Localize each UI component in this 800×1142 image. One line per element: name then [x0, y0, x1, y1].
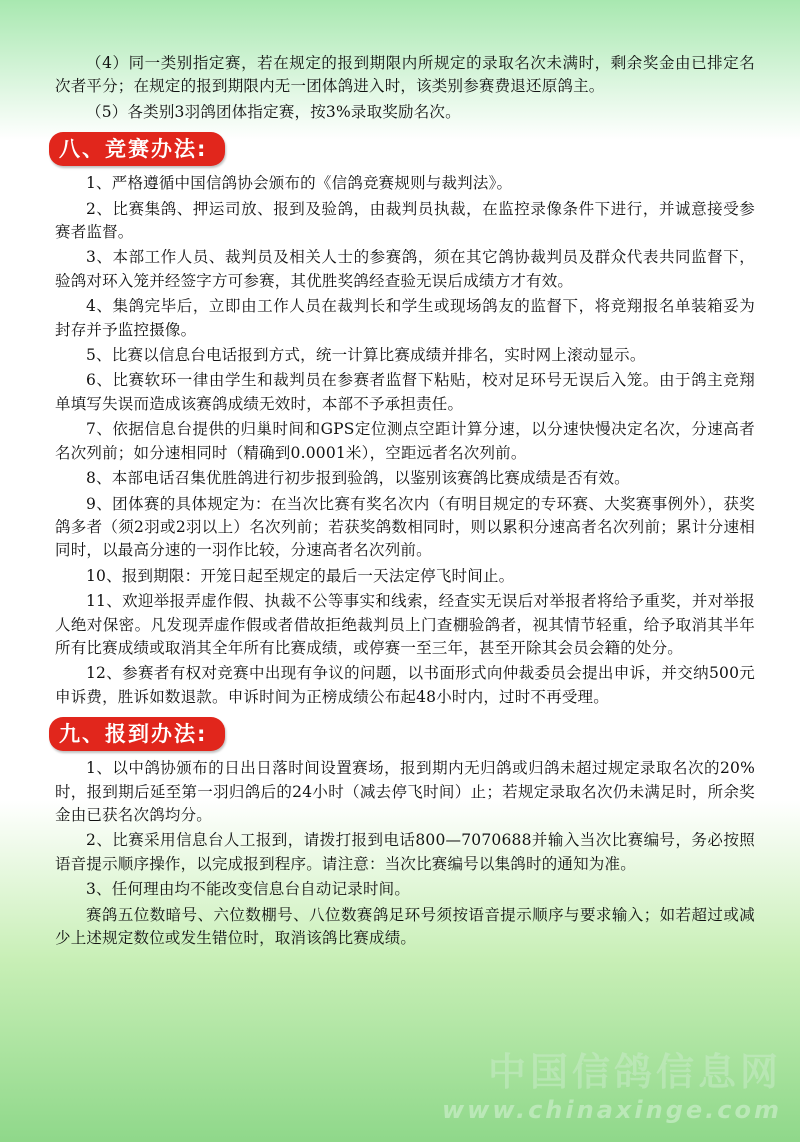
rule-paragraph: 12、参赛者有权对竞赛中出现有争议的问题，以书面形式向仲裁委员会提出申诉，并交纳500元申诉费，胜诉如数退款。申诉时间为正榜成绩公布起48小时内，过时不再受理。 — [55, 664, 755, 706]
site-watermark — [442, 1041, 782, 1124]
rule-paragraph: 4、集鸽完毕后，立即由工作人员在裁判长和学生或现场鸽友的监督下，将竞翔报名单装箱妥为封存并予监控摄像。 — [55, 297, 755, 339]
rule-paragraph: 2、比赛集鸽、押运司放、报到及验鸽，由裁判员执裁，在监控录像条件下进行，并诚意接受参赛者监督。 — [55, 199, 755, 242]
section-heading-competition-rules: 八、竞赛办法: — [49, 132, 225, 166]
section-heading-reporting-rules: 九、报到办法: — [49, 717, 225, 751]
rule-paragraph: 9、团体赛的具体规定为：在当次比赛有奖名次内（有明目规定的专环赛、大奖赛事例外），获奖鸽多者（须2羽或2羽以上）名次列前；若获奖鸽数相同时，则以累积分速高者名次列前；累计分速相同时，以最高分速的一羽作比较，分速高者名次列前。 — [55, 494, 755, 560]
rule-paragraph: 1、严格遵循中国信鸽协会颁布的《信鸽竞赛规则与裁判法》。 — [86, 174, 513, 193]
rule-paragraph: （5）各类别3羽鸽团体指定赛，按3%录取奖励名次。 — [86, 102, 461, 121]
rule-paragraph: （4）同一类别指定赛，若在规定的报到期限内所规定的录取名次未满时，剩余奖金由已排定名次者平分；在规定的报到期限内无一团体鸽进入时，该类别参赛费退还原鸽主。 — [55, 54, 755, 96]
rule-paragraph: 5、比赛以信息台电话报到方式，统一计算比赛成绩并排名，实时网上滚动显示。 — [86, 346, 646, 365]
rule-paragraph: 10、报到期限：开笼日起至规定的最后一天法定停飞时间止。 — [86, 566, 515, 585]
rule-paragraph: 11、欢迎举报弄虚作假、执裁不公等事实和线索，经查实无误后对举报者将给予重奖，并对举报人绝对保密。凡发现弄虚作假或者借故拒绝裁判员上门查棚验鸽者，视其情节轻重，给予取消其半年所有比赛成绩或取消其全年所有比赛成绩，或停赛一至三年，甚至开除其会员会籍的处分。 — [55, 592, 755, 657]
rule-paragraph: 2、比赛采用信息台人工报到，请拨打报到电话800—7070688并输入当次比赛编号，务必按照语音提示顺序操作，以完成报到程序。请注意：当次比赛编号以集鸽时的通知为准。 — [55, 831, 755, 873]
rule-paragraph: 1、以中鸽协颁布的日出日落时间设置赛场，报到期内无归鸽或归鸽未超过规定录取名次的20%时，报到期后延至第一羽归鸽后的24小时（减去停飞时间）止；若规定录取名次仍未满足时，所余奖金由已获名次鸽均分。 — [55, 759, 755, 824]
watermark-site-name: 中国信鸽信息网 — [487, 1050, 782, 1094]
rule-paragraph: 3、本部工作人员、裁判员及相关人士的参赛鸽，须在其它鸽协裁判员及群众代表共同监督下，验鸽对环入笼并经签字方可参赛，其优胜奖鸽经查验无误后成绩方才有效。 — [55, 248, 755, 290]
rule-paragraph: 6、比赛软环一律由学生和裁判员在参赛者监督下粘贴，校对足环号无误后入笼。由于鸽主竞翔单填写失误而造成该赛鸽成绩无效时，本部不予承担责任。 — [55, 371, 755, 413]
rule-paragraph: 7、依据信息台提供的归巢时间和GPS定位测点空距计算分速，以分速快慢决定名次，分速高者名次列前；如分速相同时（精确到0.0001米），空距远者名次列前。 — [55, 420, 755, 462]
watermark-url: www.chinaxinge.com — [441, 1096, 782, 1124]
document-body — [55, 52, 755, 952]
rule-paragraph: 3、任何理由均不能改变信息台自动记录时间。 — [86, 880, 411, 899]
rule-paragraph: 8、本部电话召集优胜鸽进行初步报到验鸽，以鉴别该赛鸽比赛成绩是否有效。 — [86, 469, 630, 488]
rule-paragraph: 赛鸽五位数暗号、六位数棚号、八位数赛鸽足环号须按语音提示顺序与要求输入；如若超过或减少上述规定数位或发生错位时，取消该鸽比赛成绩。 — [55, 905, 755, 947]
